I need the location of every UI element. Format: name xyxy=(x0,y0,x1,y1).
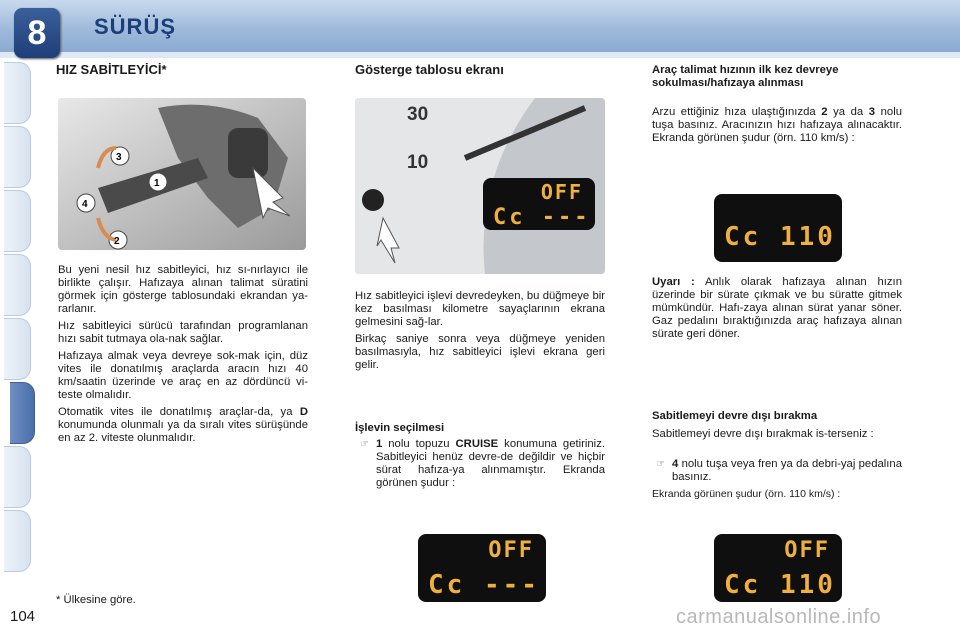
subheading-select-function: İşlevin seçilmesi xyxy=(355,422,445,434)
paragraph: Hız sabitleyici sürücü tarafından programlanan hızı sabit tutmaya ola-nak sağlar. xyxy=(58,320,308,345)
callout-2: 2 xyxy=(114,236,120,247)
watermark: carmanualsonline.info xyxy=(676,606,882,628)
paragraph-automatic: Otomatik vites ile donatılmış araçlar-da, ya D konumunda olunmalı ya da sıralı vites sürüşünde en az 2. viteste olunmalıdır. xyxy=(58,406,308,444)
dial-label: 30 xyxy=(407,104,429,125)
side-tab[interactable] xyxy=(4,510,31,572)
section-heading-cruise-control: HIZ SABİTLEYİCİ* xyxy=(56,62,167,77)
cruise-control-stalk-photo xyxy=(58,98,306,250)
callout-3: 3 xyxy=(116,152,122,163)
side-tab[interactable] xyxy=(4,318,31,380)
display-cc-text: Cc --- xyxy=(493,205,591,230)
bullet-arrow-icon: ☞ xyxy=(360,439,369,450)
paragraph: Bu yeni nesil hız sabitleyici, hız sı-nırlayıcı ile birlikte çalışır. Hafızaya alınan talimat süratini görmek için gösterge tablosundaki ekrandan ya-rarlanır. xyxy=(58,264,308,315)
bullet-select-function: ☞ 1 nolu topuzu CRUISE konumuna getiriniz. Sabitleyici henüz devre-de değildir ve hiçbir sürat hafıza-ya alınmamıştır. Ekranda görünen şudur : xyxy=(360,438,605,489)
intro-text xyxy=(58,264,308,449)
footnote: * Ülkesine göre. xyxy=(56,594,136,606)
deactivate-text: Sabitlemeyi devre dışı bırakmak is-terseniz : xyxy=(652,428,874,440)
display-panel xyxy=(714,194,842,262)
dial-label: 10 xyxy=(407,152,429,173)
banner-strip xyxy=(0,52,960,58)
side-tab[interactable] xyxy=(4,126,31,188)
display-panel xyxy=(714,534,842,602)
instrument-panel-photo xyxy=(355,98,605,274)
bullet-deactivate: ☞ 4 nolu tuşa veya fren ya da debri-yaj pedalına basınız. xyxy=(656,458,902,483)
stalk-illustration xyxy=(58,98,306,250)
paragraph: Birkaç saniye sonra veya düğmeye yeniden basılmasıyla, hız sabitleyici işlevi ekrana geri gelir. xyxy=(355,333,605,371)
subheading-activation: Araç talimat hızının ilk kez devreye sokulması/hafızaya alınması xyxy=(652,64,839,89)
side-tab[interactable] xyxy=(4,190,31,252)
warning-text: Uyarı : Anlık olarak hafızaya alınan hızın üzerinde bir sürate çıkmak ve bu süratte gitmek mümkündür. Hafı-zaya alınan sürat yanar söner. Gaz pedalını bıraktığınızda araç hafızaya alınan sürate geri döner. xyxy=(652,276,902,340)
side-tab[interactable] xyxy=(4,254,31,316)
chapter-side-tabs xyxy=(0,62,34,582)
side-tab[interactable] xyxy=(4,446,31,508)
paragraph: Hafızaya almak veya devreye sok-mak için, düz vites ile donatılmış araçlarda aracın hızı 40 km/saatin üzerinde ve araç en az dördüncü vi-teste olmalıdır. xyxy=(58,350,308,401)
subheading-deactivate: Sabitlemeyi devre dışı bırakma xyxy=(652,410,818,422)
callout-4: 4 xyxy=(82,199,88,210)
chapter-title: SÜRÜŞ xyxy=(94,14,177,39)
display-text xyxy=(355,290,605,376)
display-off-text: OFF xyxy=(540,180,583,204)
display-cc-text: Cc 110 xyxy=(724,570,836,600)
paragraph: Hız sabitleyici işlevi devredeyken, bu düğmeye bir kez basılması kilometre sayaçlarının ekrana gelmesini sağ-lar. xyxy=(355,290,605,328)
side-tab[interactable] xyxy=(4,62,31,124)
bullet-arrow-icon: ☞ xyxy=(656,459,665,470)
display-off-text: OFF xyxy=(784,538,830,563)
side-tab-active[interactable] xyxy=(10,382,35,444)
display-note: Ekranda görünen şudur (örn. 110 km/s) : xyxy=(652,488,841,500)
callout-1: 1 xyxy=(154,178,160,189)
display-panel xyxy=(483,178,595,230)
page-number: 104 xyxy=(10,608,36,625)
activation-text: Arzu ettiğiniz hıza ulaştığınızda 2 ya da 3 nolu tuşa basınız. Aracınızın hızı hafızaya alınacaktır. Ekranda görünen şudur (örn. 110 km/s) : xyxy=(652,106,903,144)
display-cc-text: Cc 110 xyxy=(724,222,836,252)
display-cc-text: Cc --- xyxy=(428,570,540,600)
display-panel xyxy=(418,534,546,602)
section-heading-display: Gösterge tablosu ekranı xyxy=(355,62,504,77)
warning-label: Uyarı : xyxy=(652,276,695,288)
chapter-number-badge: 8 xyxy=(14,8,60,58)
display-off-text: OFF xyxy=(488,538,534,563)
